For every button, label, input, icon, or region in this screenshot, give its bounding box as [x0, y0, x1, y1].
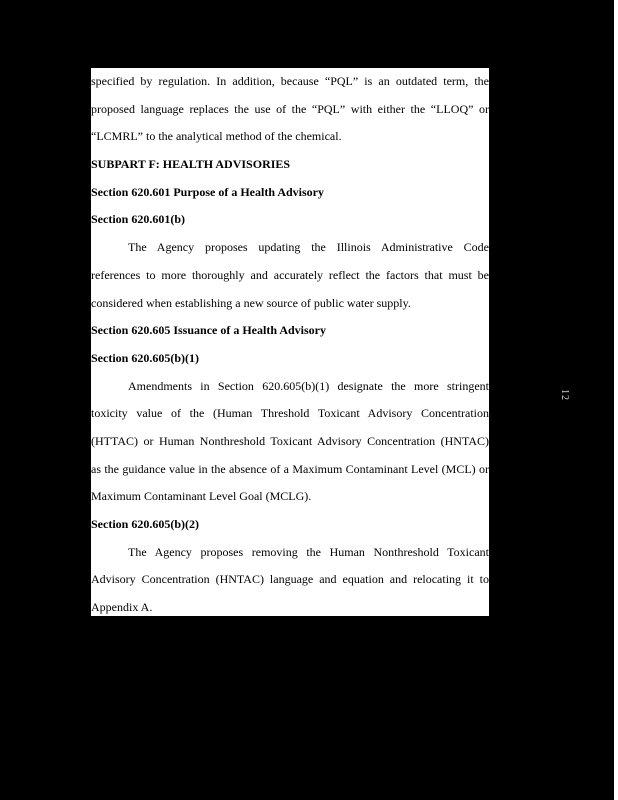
- subpart-heading: SUBPART F: HEALTH ADVISORIES: [91, 157, 291, 172]
- section-heading: Section 620.605 Issuance of a Health Advisory: [91, 323, 327, 338]
- text-line: Advisory Concentration (HNTAC) language and equation and relocating it to: [91, 572, 489, 587]
- section-heading: Section 620.605(b)(2): [91, 517, 199, 531]
- page-edge: [614, 0, 618, 800]
- text-line: as the guidance value in the absence of a Maximum Contaminant Level (MCL) or: [91, 461, 489, 476]
- text-line: “LCMRL” to the analytical method of the chemical.: [91, 129, 342, 144]
- text-line: proposed language replaces the use of the “PQL” with either the “LLOQ” or: [91, 101, 489, 116]
- text-line: Amendments in Section 620.605(b)(1) designate the more stringent: [128, 378, 489, 393]
- page-number: 12: [559, 389, 570, 401]
- section-heading: Section 620.605(b)(1): [91, 350, 199, 365]
- text-line: references to more thoroughly and accurately reflect the factors that must be: [91, 267, 489, 282]
- text-line: Appendix A.: [91, 600, 153, 615]
- text-line: (HTTAC) or Human Nonthreshold Toxicant Advisory Concentration (HNTAC): [91, 433, 489, 448]
- text-line: Maximum Contaminant Level Goal (MCLG).: [91, 489, 312, 504]
- text-line: specified by regulation. In addition, because “PQL” is an outdated term, the: [91, 74, 489, 88]
- section-heading: Section 620.601 Purpose of a Health Advisory: [91, 184, 324, 199]
- document-text-block: [91, 68, 489, 616]
- section-heading: Section 620.601(b): [91, 212, 185, 227]
- text-line: The Agency proposes removing the Human Nonthreshold Toxicant: [128, 544, 489, 559]
- text-line: toxicity value of the (Human Threshold Toxicant Advisory Concentration: [91, 406, 489, 421]
- text-line: considered when establishing a new source of public water supply.: [91, 295, 411, 310]
- text-line: The Agency proposes updating the Illinois Administrative Code: [128, 240, 489, 255]
